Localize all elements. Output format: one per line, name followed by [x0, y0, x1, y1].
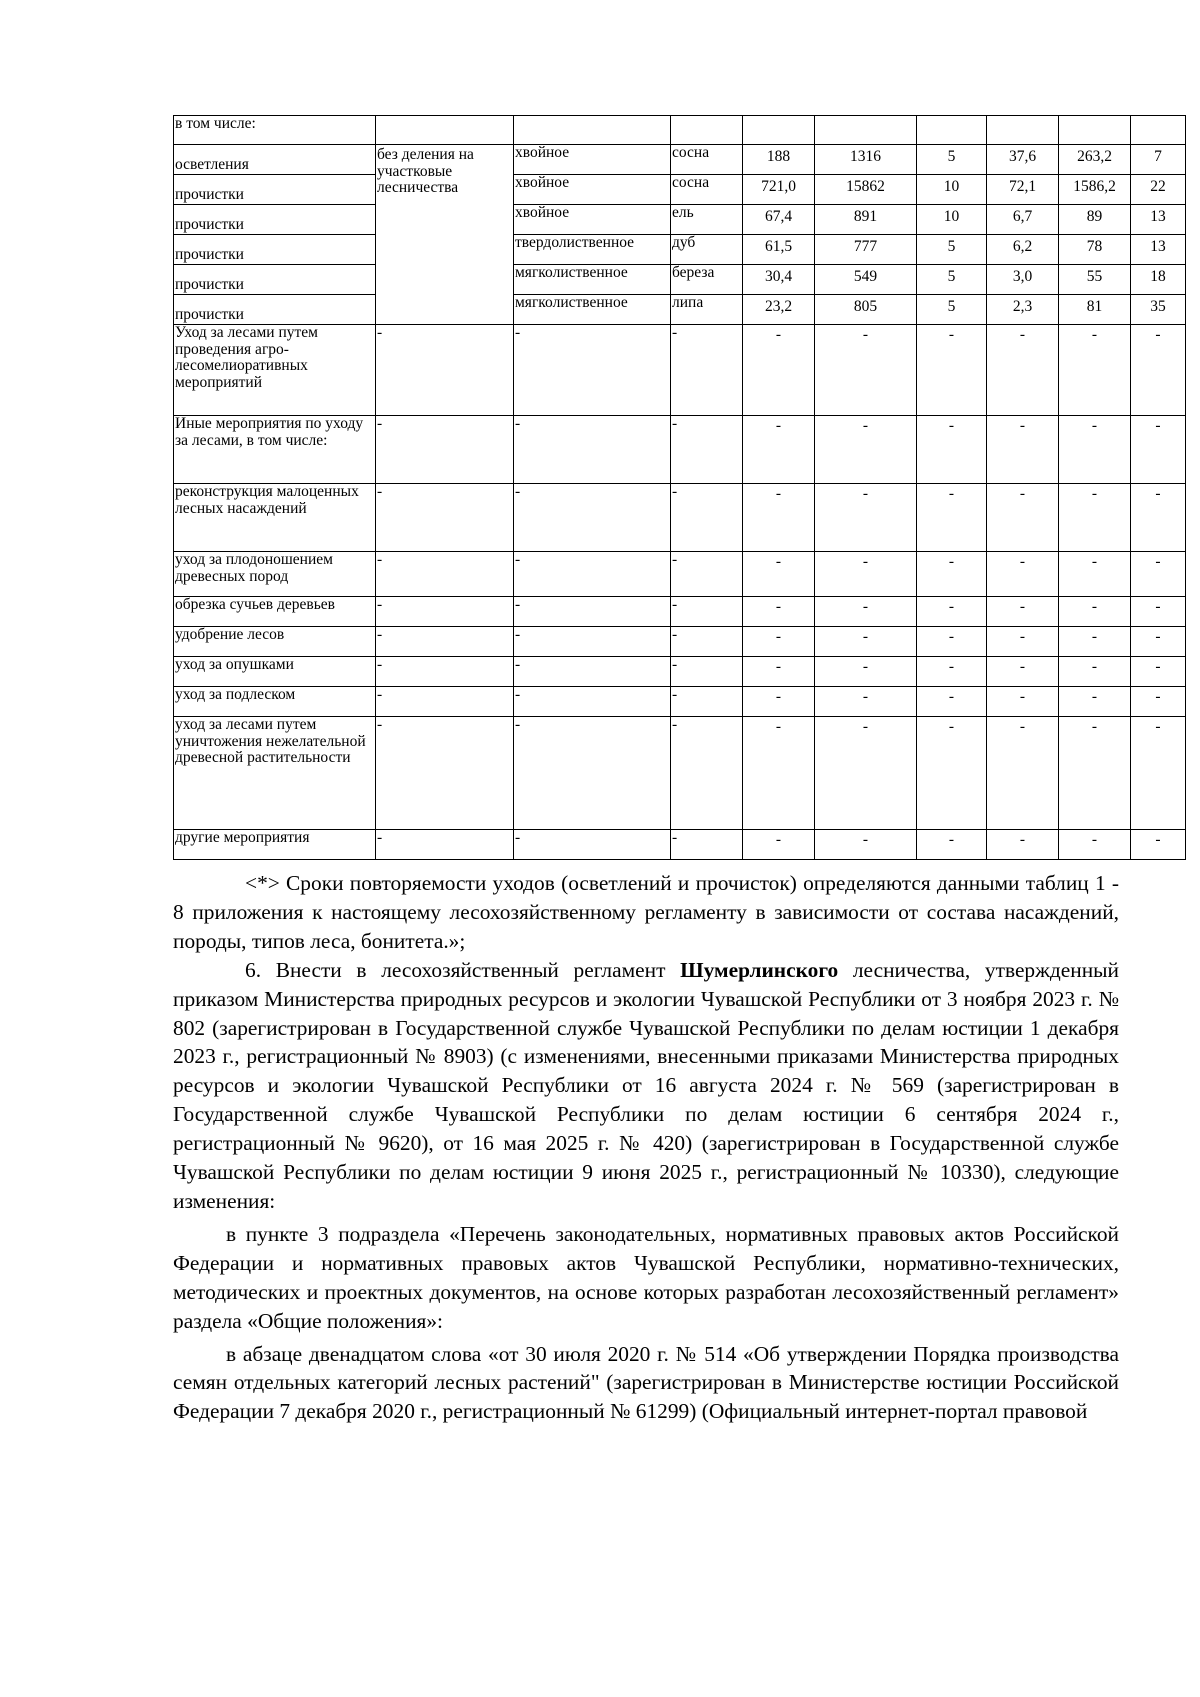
dash-cell: -: [987, 416, 1059, 484]
dash-cell: -: [1059, 627, 1131, 657]
dash-cell: -: [671, 552, 743, 597]
value-cell: 188: [743, 145, 815, 175]
value-cell: 37,6: [987, 145, 1059, 175]
dash-cell: -: [743, 416, 815, 484]
dash-cell: -: [514, 717, 671, 830]
dash-cell: -: [917, 657, 987, 687]
dash-cell: -: [815, 687, 917, 717]
dash-cell: -: [1131, 717, 1186, 830]
forestry-name: Шумерлинского: [680, 957, 839, 982]
dash-cell: -: [671, 627, 743, 657]
species-cell: ель: [671, 205, 743, 235]
dash-cell: -: [1131, 484, 1186, 552]
table-row: [174, 627, 1186, 657]
dash-cell: -: [514, 597, 671, 627]
dash-cell: -: [743, 657, 815, 687]
dash-cell: -: [1059, 597, 1131, 627]
dash-cell: -: [815, 627, 917, 657]
dash-cell: -: [743, 552, 815, 597]
activity-cell: другие мероприятия: [174, 830, 376, 860]
dash-cell: -: [815, 416, 917, 484]
value-cell: 7: [1131, 145, 1186, 175]
dash-cell: -: [815, 717, 917, 830]
value-cell: 891: [815, 205, 917, 235]
activity-cell: реконструкция малоценных лесных насаждений: [174, 484, 376, 552]
table-row: [174, 657, 1186, 687]
value-cell: 1586,2: [1059, 175, 1131, 205]
dash-cell: -: [987, 830, 1059, 860]
dash-cell: -: [815, 484, 917, 552]
dash-cell: -: [1131, 597, 1186, 627]
forestry-area-cell: без деления на участковые лесничества: [376, 145, 514, 325]
item-6-rest: лесничества, утвержденный приказом Министерства природных ресурсов и экологии Чувашской Республики от 3 ноября 2023 г. № 802 (зарегистрирован в Государственной службе Чувашской Республики по делам юстиции 1 декабря 2023 г., регистрационный № 8903) (с изменениями, внесенными приказами Министерства природных ресурсов и экологии Чувашской Республики от 16 августа 2024 г. № 569 (зарегистрирован в Государственной службе Чувашской Республики по делам юстиции 6 сентября 2024 г., регистрационный № 9620), от 16 мая 2025 г. № 420) (зарегистрирован в Государственной службе Чувашской Республики по делам юстиции 9 июня 2025 г., регистрационный № 10330), следующие изменения:: [173, 957, 1120, 1213]
dash-cell: -: [743, 484, 815, 552]
dash-cell: -: [1059, 552, 1131, 597]
table-row: [174, 145, 1186, 175]
dash-cell: -: [514, 552, 671, 597]
subheader-cell: в том числе:: [174, 116, 376, 145]
dash-cell: -: [376, 597, 514, 627]
dash-cell: -: [815, 657, 917, 687]
activity-cell: прочистки: [174, 205, 376, 235]
value-cell: 78: [1059, 235, 1131, 265]
dash-cell: -: [987, 717, 1059, 830]
dash-cell: -: [743, 687, 815, 717]
activity-cell: осветления: [174, 145, 376, 175]
table-row: [174, 484, 1186, 552]
dash-cell: -: [1131, 830, 1186, 860]
value-cell: 23,2: [743, 295, 815, 325]
dash-cell: -: [815, 552, 917, 597]
activity-cell: удобрение лесов: [174, 627, 376, 657]
dash-cell: -: [917, 687, 987, 717]
table-row: [174, 687, 1186, 717]
dash-cell: -: [1131, 416, 1186, 484]
dash-cell: -: [1059, 830, 1131, 860]
dash-cell: -: [1131, 687, 1186, 717]
activity-cell: уход за опушками: [174, 657, 376, 687]
activity-cell: Уход за лесами путем проведения агро-лесомелиоративных мероприятий: [174, 325, 376, 416]
dash-cell: -: [987, 484, 1059, 552]
dash-cell: -: [917, 416, 987, 484]
point-3-paragraph: в пункте 3 подраздела «Перечень законодательных, нормативных правовых актов Российской Федерации и нормативных правовых актов Чувашской Республики, нормативно-технических, методических и проектных документов, на основе которых разработан лесохозяйственный регламент» раздела «Общие положения»:: [173, 1221, 1119, 1333]
value-cell: 89: [1059, 205, 1131, 235]
dash-cell: -: [815, 597, 917, 627]
species-cell: дуб: [671, 235, 743, 265]
dash-cell: -: [376, 627, 514, 657]
dash-cell: -: [917, 717, 987, 830]
value-cell: 13: [1131, 235, 1186, 265]
value-cell: 72,1: [987, 175, 1059, 205]
dash-cell: -: [917, 597, 987, 627]
dash-cell: -: [514, 484, 671, 552]
dash-cell: -: [376, 717, 514, 830]
value-cell: 13: [1131, 205, 1186, 235]
species-cell: сосна: [671, 175, 743, 205]
dash-cell: -: [815, 830, 917, 860]
activity-cell: прочистки: [174, 295, 376, 325]
dash-cell: -: [743, 717, 815, 830]
dash-cell: -: [743, 597, 815, 627]
group-cell: твердолиственное: [514, 235, 671, 265]
value-cell: 1316: [815, 145, 917, 175]
group-cell: хвойное: [514, 145, 671, 175]
dash-cell: -: [376, 657, 514, 687]
activity-cell: Иные мероприятия по уходу за лесами, в том числе:: [174, 416, 376, 484]
dash-cell: -: [743, 830, 815, 860]
dash-cell: -: [376, 484, 514, 552]
group-cell: мягколиственное: [514, 265, 671, 295]
dash-cell: -: [671, 416, 743, 484]
table-row: [174, 116, 1186, 145]
table-row: [174, 235, 1186, 265]
dash-cell: -: [514, 657, 671, 687]
dash-cell: -: [376, 830, 514, 860]
dash-cell: -: [815, 325, 917, 416]
dash-cell: -: [376, 325, 514, 416]
table-row: [174, 295, 1186, 325]
dash-cell: -: [1131, 627, 1186, 657]
dash-cell: -: [514, 627, 671, 657]
dash-cell: -: [1131, 325, 1186, 416]
body-text: [173, 869, 1119, 1426]
dash-cell: -: [917, 484, 987, 552]
species-cell: береза: [671, 265, 743, 295]
value-cell: 10: [917, 205, 987, 235]
dash-cell: -: [743, 627, 815, 657]
table-row: [174, 265, 1186, 295]
table-row: [174, 717, 1186, 830]
footnote-paragraph: <*> Сроки повторяемости уходов (осветлений и прочисток) определяются данными таблиц 1 - 8 приложения к настоящему лесохозяйственному регламенту в зависимости от состава насаждений, породы, типов леса, бонитета.»;: [173, 871, 1119, 953]
dash-cell: -: [376, 416, 514, 484]
activity-cell: прочистки: [174, 265, 376, 295]
dash-cell: -: [514, 325, 671, 416]
value-cell: 6,2: [987, 235, 1059, 265]
dash-cell: -: [1059, 717, 1131, 830]
dash-cell: -: [671, 597, 743, 627]
value-cell: 5: [917, 235, 987, 265]
dash-cell: -: [671, 657, 743, 687]
value-cell: 81: [1059, 295, 1131, 325]
dash-cell: -: [671, 484, 743, 552]
activity-cell: прочистки: [174, 235, 376, 265]
value-cell: 5: [917, 145, 987, 175]
dash-cell: -: [671, 325, 743, 416]
value-cell: 5: [917, 295, 987, 325]
paragraph-12-paragraph: в абзаце двенадцатом слова «от 30 июля 2020 г. № 514 «Об утверждении Порядка производства семян отдельных категорий лесных растений" (зарегистрирован в Министерстве юстиции Российской Федерации 7 декабря 2020 г., регистрационный № 61299) (Официальный интернет-портал правовой: [173, 1341, 1119, 1424]
activity-cell: уход за плодоношением древесных пород: [174, 552, 376, 597]
value-cell: 3,0: [987, 265, 1059, 295]
dash-cell: -: [987, 687, 1059, 717]
table-row: [174, 830, 1186, 860]
value-cell: 5: [917, 265, 987, 295]
group-cell: мягколиственное: [514, 295, 671, 325]
table-row: [174, 416, 1186, 484]
activity-cell: уход за лесами путем уничтожения нежелательной древесной растительности: [174, 717, 376, 830]
dash-cell: -: [987, 552, 1059, 597]
value-cell: 61,5: [743, 235, 815, 265]
dash-cell: -: [1059, 687, 1131, 717]
activity-cell: прочистки: [174, 175, 376, 205]
value-cell: 35: [1131, 295, 1186, 325]
value-cell: 805: [815, 295, 917, 325]
dash-cell: -: [514, 416, 671, 484]
dash-cell: -: [917, 552, 987, 597]
item-6-paragraph: [173, 956, 1119, 1216]
dash-cell: -: [514, 830, 671, 860]
dash-cell: -: [987, 627, 1059, 657]
value-cell: 10: [917, 175, 987, 205]
activity-cell: обрезка сучьев деревьев: [174, 597, 376, 627]
dash-cell: -: [743, 325, 815, 416]
dash-cell: -: [1059, 416, 1131, 484]
dash-cell: -: [1059, 657, 1131, 687]
dash-cell: -: [1059, 484, 1131, 552]
value-cell: 15862: [815, 175, 917, 205]
table-row: [174, 552, 1186, 597]
value-cell: 721,0: [743, 175, 815, 205]
dash-cell: -: [671, 687, 743, 717]
value-cell: 55: [1059, 265, 1131, 295]
value-cell: 2,3: [987, 295, 1059, 325]
dash-cell: -: [987, 597, 1059, 627]
dash-cell: -: [1131, 657, 1186, 687]
dash-cell: -: [987, 657, 1059, 687]
value-cell: 777: [815, 235, 917, 265]
species-cell: липа: [671, 295, 743, 325]
dash-cell: -: [917, 627, 987, 657]
group-cell: хвойное: [514, 175, 671, 205]
item-6-start: 6. Внести в лесохозяйственный регламент: [245, 957, 681, 982]
value-cell: 549: [815, 265, 917, 295]
species-cell: сосна: [671, 145, 743, 175]
table-row: [174, 597, 1186, 627]
forest-care-table: [173, 115, 1186, 860]
group-cell: хвойное: [514, 205, 671, 235]
value-cell: 263,2: [1059, 145, 1131, 175]
value-cell: 6,7: [987, 205, 1059, 235]
table-row: [174, 175, 1186, 205]
dash-cell: -: [376, 552, 514, 597]
value-cell: 22: [1131, 175, 1186, 205]
dash-cell: -: [917, 830, 987, 860]
dash-cell: -: [376, 687, 514, 717]
dash-cell: -: [671, 717, 743, 830]
table-row: [174, 205, 1186, 235]
dash-cell: -: [1131, 552, 1186, 597]
dash-cell: -: [671, 830, 743, 860]
dash-cell: -: [917, 325, 987, 416]
table-row: [174, 325, 1186, 416]
value-cell: 18: [1131, 265, 1186, 295]
dash-cell: -: [1059, 325, 1131, 416]
value-cell: 67,4: [743, 205, 815, 235]
dash-cell: -: [987, 325, 1059, 416]
value-cell: 30,4: [743, 265, 815, 295]
activity-cell: уход за подлеском: [174, 687, 376, 717]
dash-cell: -: [514, 687, 671, 717]
